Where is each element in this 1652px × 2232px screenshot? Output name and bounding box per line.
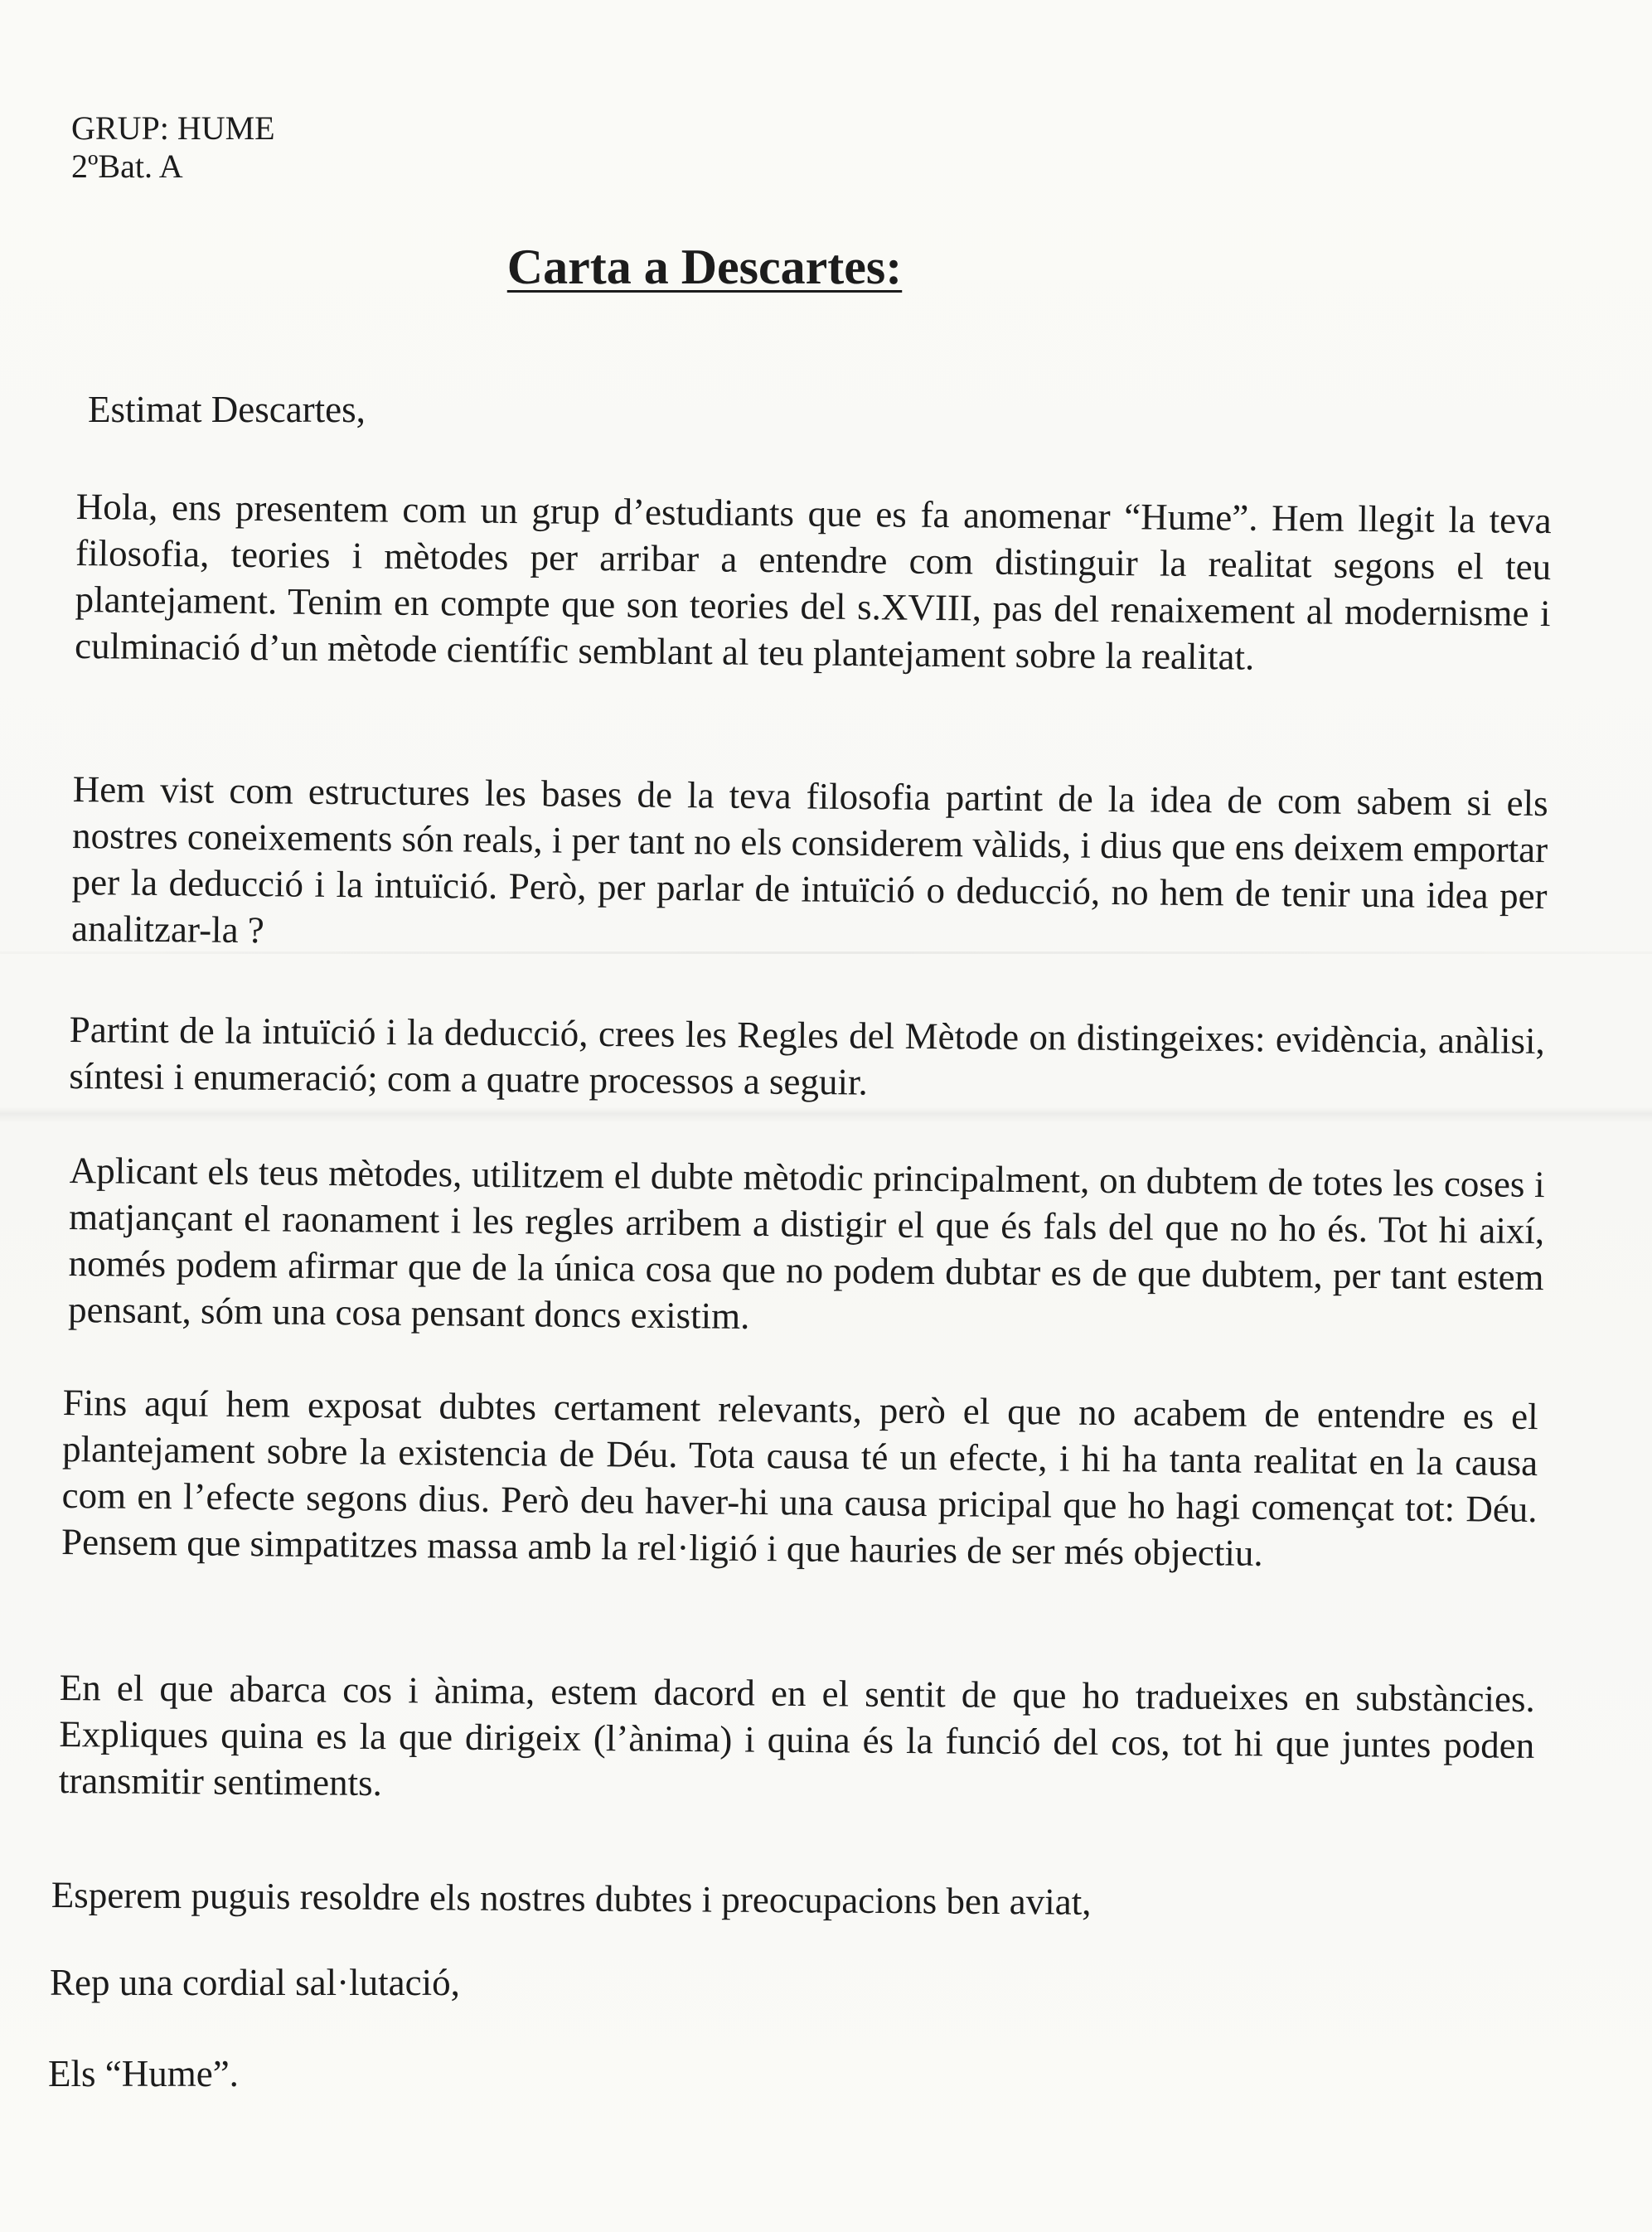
signature: Els “Hume”. <box>48 2053 239 2094</box>
closing-line-greeting: Rep una cordial sal·lutació, <box>50 1962 460 2003</box>
class-label: 2ºBat. A <box>71 148 183 185</box>
letter-title: Carta a Descartes: <box>506 240 903 294</box>
paragraph-methodic-doubt: Aplicant els teus mètodes, utilitzem el dubte mètodic principalment, on dubtem de totes les coses i matjançant el raonament i les regles arribem a distigir el que és fals del que no ho és. Tot hi així, només podem afirmar que de la única cosa que no podem dubtar es de que dubtem, per tant estem pensant, sóm una cosa pensant doncs existim. <box>67 1149 1545 1337</box>
greeting: Estimat Descartes, <box>88 389 366 430</box>
paragraph-knowledge: Hem vist com estructures les bases de la teva filosofia partint de la idea de com sabem si els nostres coneixements són reals, i per tant no els considerem vàlids, i dius que ens deixem emportar per la deducció i la intuïció. Però, per parlar de intuïció o deducció, no hem de tenir una idea per analitzar-la ? <box>70 767 1548 951</box>
paragraph-body-soul: En el que abarca cos i ànima, estem dacord en el sentit de que ho tradueixes en substàncies. Expliques quina es la que dirigeix (l’ànima) i quina és la funció del cos, tot hi que juntes poden transmitir sentiments. <box>58 1666 1535 1804</box>
letter-header <box>71 109 275 186</box>
closing-line-hope: Esperem puguis resoldre els nostres dubtes i preocupacions ben aviat, <box>51 1874 1092 1923</box>
paragraph-method-rules: Partint de la intuïció i la deducció, crees les Regles del Mètode on distingeixes: evidència, anàlisi, síntesi i enumeració; com a quatre processos a seguir. <box>69 1008 1545 1103</box>
paragraph-god: Fins aquí hem exposat dubtes certament relevants, però el que no acabem de entendre es el plantejament sobre la existencia de Déu. Tota causa té un efecte, i hi ha tanta realitat en la causa com en l’efecte segons dius. Però deu haver-hi una causa pricipal que ho hagi començat tot: Déu. Pensem que simpatitzes massa amb la rel·ligió i que hauries de ser més objectiu. <box>61 1381 1538 1574</box>
paragraph-introduction: Hola, ens presentem com un grup d’estudiants que es fa anomenar “Hume”. Hem llegit la teva filosofia, teories i mètodes per arribar a entendre com distinguir la realitat segons el teu plantejament. Tenim en compte que son teories del s.XVIII, pas del renaixement al modernisme i culminació d’un mètode científic semblant al teu plantejament sobre la realitat. <box>74 485 1552 678</box>
group-label: GRUP: HUME <box>71 109 275 147</box>
